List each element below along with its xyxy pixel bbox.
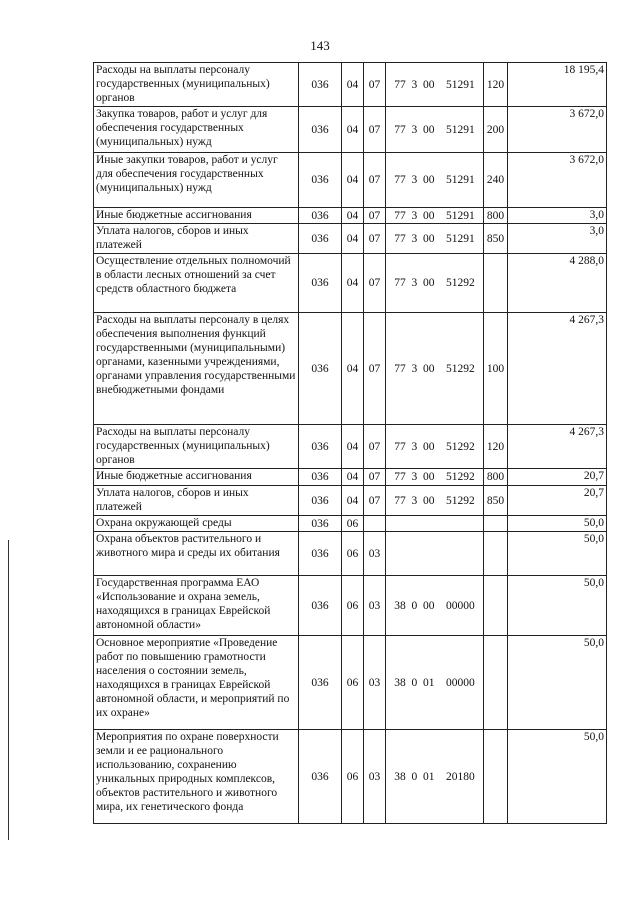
row-csr: 77 3 00 51291 <box>386 63 484 107</box>
page-number: 143 <box>310 38 330 53</box>
row-amount: 50,0 <box>508 576 607 636</box>
row-name: Мероприятия по охране поверхности земли и ее рационального использованию, сохранению уникальных природных комплексов, объектов растительного и животного мира, их генетического фонда <box>94 730 299 824</box>
row-name: Иные бюджетные ассигнования <box>94 469 299 486</box>
row-csr: 38 0 01 00000 <box>386 636 484 730</box>
row-rz: 06 <box>342 532 364 576</box>
row-csr: 38 0 01 20180 <box>386 730 484 824</box>
row-amount: 3 672,0 <box>508 107 607 153</box>
row-pr: 07 <box>364 153 386 208</box>
row-gr: 036 <box>299 636 342 730</box>
row-vr: 200 <box>484 107 508 153</box>
row-amount: 4 288,0 <box>508 254 607 313</box>
row-amount: 4 267,3 <box>508 425 607 469</box>
row-vr <box>484 730 508 824</box>
row-gr: 036 <box>299 730 342 824</box>
row-gr: 036 <box>299 532 342 576</box>
budget-table-body <box>94 63 607 824</box>
row-csr: 77 3 00 51292 <box>386 486 484 516</box>
row-rz: 04 <box>342 208 364 224</box>
row-amount: 50,0 <box>508 532 607 576</box>
row-gr: 036 <box>299 425 342 469</box>
row-pr: 07 <box>364 313 386 425</box>
row-pr <box>364 516 386 532</box>
table-row <box>94 532 607 576</box>
row-pr: 07 <box>364 224 386 254</box>
row-name: Уплата налогов, сборов и иных платежей <box>94 224 299 254</box>
row-pr: 07 <box>364 208 386 224</box>
table-row <box>94 63 607 107</box>
row-vr <box>484 516 508 532</box>
row-rz: 04 <box>342 254 364 313</box>
row-rz: 06 <box>342 516 364 532</box>
row-csr <box>386 516 484 532</box>
row-gr: 036 <box>299 153 342 208</box>
row-name: Расходы на выплаты персоналу государственных (муниципальных) органов <box>94 425 299 469</box>
table-row <box>94 254 607 313</box>
row-vr: 800 <box>484 208 508 224</box>
row-rz: 04 <box>342 469 364 486</box>
row-csr: 77 3 00 51292 <box>386 425 484 469</box>
row-pr: 07 <box>364 107 386 153</box>
table-row <box>94 208 607 224</box>
row-vr: 120 <box>484 63 508 107</box>
row-gr: 036 <box>299 208 342 224</box>
row-rz: 06 <box>342 576 364 636</box>
table-row <box>94 469 607 486</box>
row-csr: 38 0 00 00000 <box>386 576 484 636</box>
row-name: Иные закупки товаров, работ и услуг для обеспечения государственных (муниципальных) нужд <box>94 153 299 208</box>
table-row <box>94 107 607 153</box>
row-pr: 03 <box>364 532 386 576</box>
row-csr: 77 3 00 51292 <box>386 469 484 486</box>
table-row <box>94 224 607 254</box>
row-name: Расходы на выплаты персоналу государственных (муниципальных) органов <box>94 63 299 107</box>
row-amount: 50,0 <box>508 730 607 824</box>
table-row <box>94 576 607 636</box>
row-amount: 50,0 <box>508 516 607 532</box>
row-pr: 07 <box>364 469 386 486</box>
row-rz: 04 <box>342 153 364 208</box>
row-name: Основное мероприятие «Проведение работ по повышению грамотности населения о состоянии земель, находящихся в границах Еврейской автономной области, и мероприятий по их охране» <box>94 636 299 730</box>
row-amount: 3 672,0 <box>508 153 607 208</box>
row-pr: 03 <box>364 730 386 824</box>
row-csr: 77 3 00 51292 <box>386 313 484 425</box>
row-amount: 3,0 <box>508 208 607 224</box>
row-gr: 036 <box>299 107 342 153</box>
table-row <box>94 516 607 532</box>
row-name: Охрана окружающей среды <box>94 516 299 532</box>
row-amount: 20,7 <box>508 486 607 516</box>
scan-edge-line <box>8 540 9 840</box>
row-rz: 04 <box>342 107 364 153</box>
row-vr: 800 <box>484 469 508 486</box>
row-name: Иные бюджетные ассигнования <box>94 208 299 224</box>
row-vr: 100 <box>484 313 508 425</box>
row-vr <box>484 254 508 313</box>
row-name: Государственная программа ЕАО «Использование и охрана земель, находящихся в границах Еврейской автономной области» <box>94 576 299 636</box>
table-row <box>94 730 607 824</box>
row-rz: 04 <box>342 425 364 469</box>
row-gr: 036 <box>299 63 342 107</box>
row-pr: 07 <box>364 486 386 516</box>
row-gr: 036 <box>299 576 342 636</box>
row-pr: 07 <box>364 425 386 469</box>
row-amount: 18 195,4 <box>508 63 607 107</box>
row-vr: 240 <box>484 153 508 208</box>
budget-table <box>93 62 607 824</box>
row-rz: 06 <box>342 730 364 824</box>
row-rz: 04 <box>342 313 364 425</box>
row-vr: 850 <box>484 224 508 254</box>
row-rz: 04 <box>342 486 364 516</box>
row-csr: 77 3 00 51291 <box>386 107 484 153</box>
row-gr: 036 <box>299 486 342 516</box>
table-row <box>94 486 607 516</box>
row-gr: 036 <box>299 469 342 486</box>
row-vr: 850 <box>484 486 508 516</box>
row-name: Закупка товаров, работ и услуг для обеспечения государственных (муниципальных) нужд <box>94 107 299 153</box>
row-vr: 120 <box>484 425 508 469</box>
row-rz: 06 <box>342 636 364 730</box>
row-pr: 07 <box>364 254 386 313</box>
row-amount: 4 267,3 <box>508 313 607 425</box>
row-vr <box>484 636 508 730</box>
row-csr: 77 3 00 51291 <box>386 153 484 208</box>
table-row <box>94 153 607 208</box>
table-row <box>94 313 607 425</box>
row-rz: 04 <box>342 63 364 107</box>
row-csr <box>386 532 484 576</box>
row-name: Охрана объектов растительного и животного мира и среды их обитания <box>94 532 299 576</box>
row-pr: 07 <box>364 63 386 107</box>
row-amount: 50,0 <box>508 636 607 730</box>
row-amount: 20,7 <box>508 469 607 486</box>
row-gr: 036 <box>299 313 342 425</box>
row-csr: 77 3 00 51292 <box>386 254 484 313</box>
table-row <box>94 425 607 469</box>
row-gr: 036 <box>299 224 342 254</box>
row-amount: 3,0 <box>508 224 607 254</box>
row-name: Осуществление отдельных полномочий в области лесных отношений за счет средств областного бюджета <box>94 254 299 313</box>
row-vr <box>484 532 508 576</box>
row-pr: 03 <box>364 636 386 730</box>
row-rz: 04 <box>342 224 364 254</box>
row-csr: 77 3 00 51291 <box>386 224 484 254</box>
row-vr <box>484 576 508 636</box>
row-pr: 03 <box>364 576 386 636</box>
row-csr: 77 3 00 51291 <box>386 208 484 224</box>
row-gr: 036 <box>299 254 342 313</box>
table-row <box>94 636 607 730</box>
row-name: Расходы на выплаты персоналу в целях обеспечения выполнения функций государственными (муниципальными) органами, казенными учреждениями, органами управления государственными внебюджетными фондами <box>94 313 299 425</box>
row-gr: 036 <box>299 516 342 532</box>
row-name: Уплата налогов, сборов и иных платежей <box>94 486 299 516</box>
